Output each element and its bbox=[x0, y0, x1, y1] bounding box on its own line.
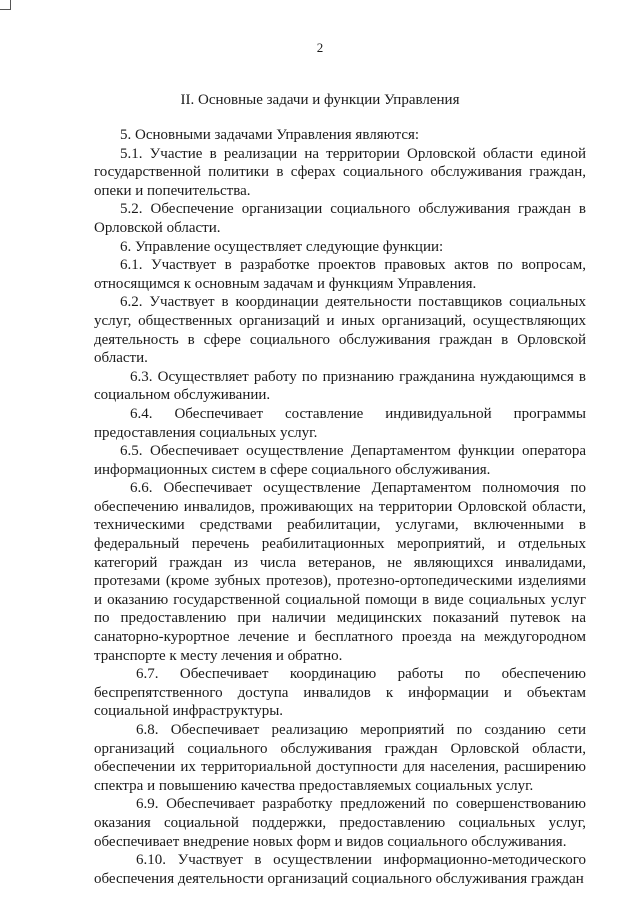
paragraph-6-9: 6.9. Обеспечивает разработку предложений по совершенствованию оказания социальной поддержки, предоставлению социальных услуг, обеспечивает внедрение новых форм и видов социального обслуживания. bbox=[94, 796, 586, 850]
paragraph-5-2: 5.2. Обеспечение организации социального обслуживания граждан в Орловской области. bbox=[94, 201, 586, 236]
paragraph-6-6: 6.6. Обеспечивает осуществление Департаментом полномочия по обеспечению инвалидов, проживающих на территории Орловской области, техническими средствами реабилитации, услугами, включенными в федеральный перечень реабилитационных мероприятий, и отдельных категорий граждан из числа ветеранов, не являющихся инвалидами, протезами (кроме зубных протезов), протезно-ортопедическими изделиями и оказанию государственной социальной помощи в виде социальных услуг по предоставлению при наличии медицинских показаний путевок на санаторно-курортное лечение и бесплатного проезда на междугородном транспорте к месту лечения и обратно. bbox=[94, 480, 586, 664]
paragraph-6-4: 6.4. Обеспечивает составление индивидуальной программы предоставления социальных услуг. bbox=[94, 405, 586, 441]
paragraph-6-1: 6.1. Участвует в разработке проектов правовых актов по вопросам, относящимся к основным задачам и функциям Управления. bbox=[94, 257, 586, 292]
paragraph-6-7: 6.7. Обеспечивает координацию работы по обеспечению беспрепятственного доступа инвалидов к информации и объектам социальной инфраструктуры. bbox=[94, 666, 586, 720]
paragraph-5: 5. Основными задачами Управления являются: bbox=[120, 127, 420, 143]
paragraph-6-5: 6.5. Обеспечивает осуществление Департаментом функции оператора информационных систем в сфере социального обслуживания. bbox=[94, 443, 586, 478]
section-title: II. Основные задачи и функции Управления bbox=[180, 92, 460, 108]
paragraph-6: 6. Управление осуществляет следующие функции: bbox=[120, 238, 444, 255]
document-body bbox=[94, 126, 586, 888]
paragraph-6-2: 6.2. Участвует в координации деятельности поставщиков социальных услуг, общественных организаций и иных организаций, осуществляющих деятельность в сфере социального обслуживания граждан в Орловской области. bbox=[94, 294, 586, 367]
paragraph-6-8: 6.8. Обеспечивает реализацию мероприятий по созданию сети организаций социального обслуживания граждан Орловской области, обеспечении их территориальной доступности для населения, расширению спектра и повышению качества предоставляемых социальных услуг. bbox=[94, 722, 586, 794]
paragraph-6-3: 6.3. Осуществляет работу по признанию гражданина нуждающимся в социальном обслуживании. bbox=[94, 368, 586, 404]
page-number: 2 bbox=[316, 40, 324, 55]
paragraph-5-1: 5.1. Участие в реализации на территории Орловской области единой государственной политики в сферах социального обслуживания граждан, опеки и попечительства. bbox=[94, 145, 586, 199]
paragraph-6-10: 6.10. Участвует в осуществлении информационно-методического обеспечения деятельности организаций социального обслуживания граждан bbox=[94, 852, 586, 887]
page-corner-mark bbox=[0, 0, 11, 10]
